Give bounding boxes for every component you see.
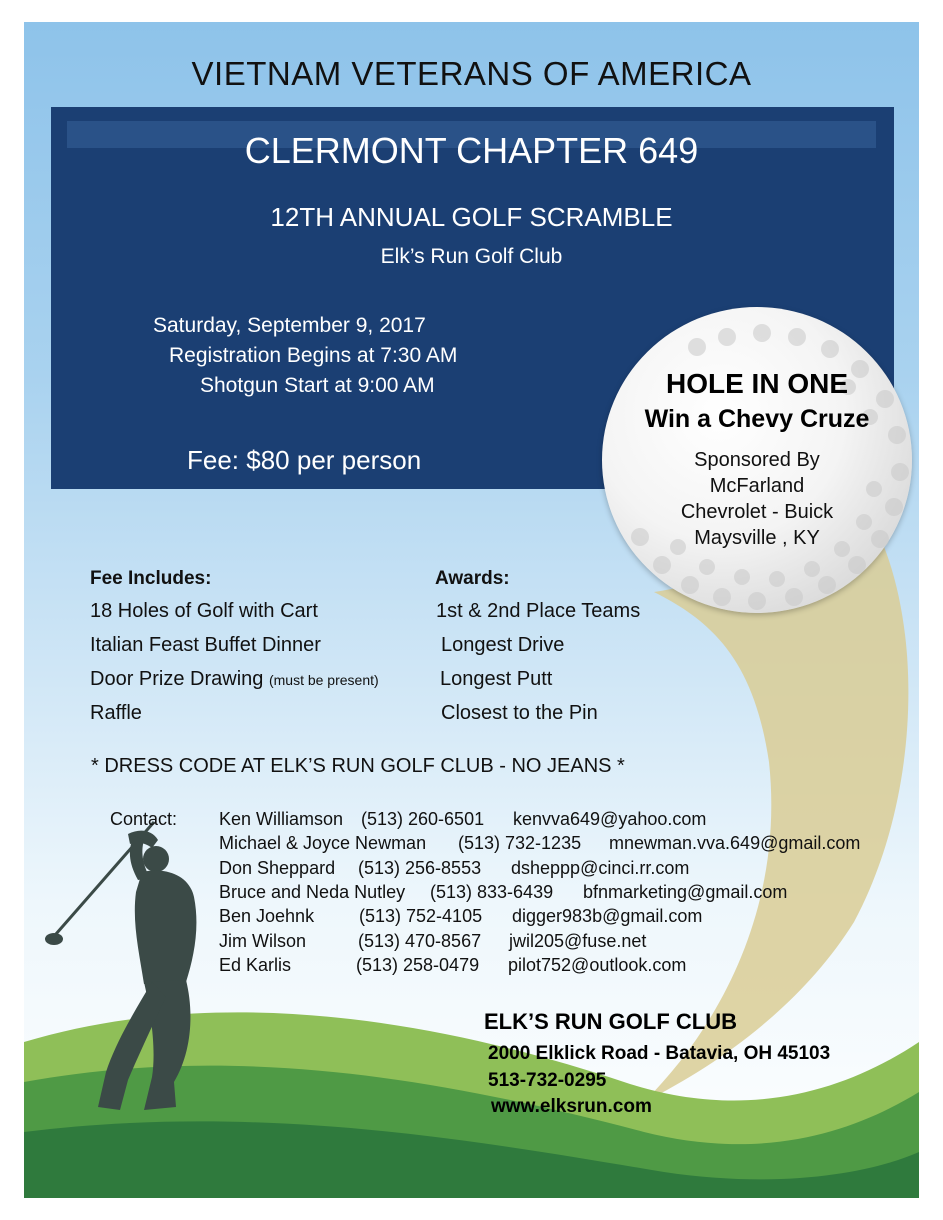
contact-name: Jim Wilson <box>219 931 307 951</box>
door-prize-label: Door Prize Drawing <box>90 668 264 690</box>
fee-includes-item: Italian Feast Buffet Dinner <box>90 634 321 656</box>
contact-phone: (513) 752-4105 <box>359 906 483 926</box>
award-item: Closest to the Pin <box>441 702 598 724</box>
contact-phone: (513) 470-8567 <box>358 931 482 951</box>
sponsor-line: Maysville , KY <box>694 527 820 549</box>
awards-heading: Awards: <box>435 568 510 589</box>
award-item: Longest Putt <box>440 668 553 690</box>
org-title: VIETNAM VETERANS OF AMERICA <box>191 55 752 92</box>
contact-name: Bruce and Neda Nutley <box>219 882 406 902</box>
chapter-title: CLERMONT CHAPTER 649 <box>244 130 699 171</box>
dress-code: * DRESS CODE AT ELK’S RUN GOLF CLUB - NO JEANS * <box>91 755 625 777</box>
contact-name: Ken Williamson <box>219 809 344 829</box>
contact-name: Ed Karlis <box>219 955 292 975</box>
award-item: Longest Drive <box>441 634 565 656</box>
fee-includes-item <box>90 668 379 691</box>
fee-text: Fee: $80 per person <box>187 445 422 475</box>
contact-phone: (513) 833-6439 <box>430 882 554 902</box>
contact-email: bfnmarketing@gmail.com <box>583 882 788 902</box>
door-prize-note: (must be present) <box>268 672 379 688</box>
sponsor-line: Sponsored By <box>694 449 820 471</box>
contact-email: digger983b@gmail.com <box>512 906 703 926</box>
sponsor-line: McFarland <box>709 475 805 497</box>
contact-phone: (513) 256-8553 <box>358 858 482 878</box>
hole-in-one-title: HOLE IN ONE <box>665 368 848 399</box>
contact-email: kenvva649@yahoo.com <box>513 809 707 829</box>
sponsor-line: Chevrolet - Buick <box>680 501 834 523</box>
venue-name: Elk’s Run Golf Club <box>380 245 563 268</box>
contact-email: jwil205@fuse.net <box>509 931 647 951</box>
fee-includes-heading: Fee Includes: <box>90 568 212 589</box>
contact-name: Michael & Joyce Newman <box>219 833 427 853</box>
contact-email: pilot752@outlook.com <box>508 955 687 975</box>
contact-email: dsheppp@cinci.rr.com <box>511 858 690 878</box>
club-address: 2000 Elklick Road - Batavia, OH 45103 <box>488 1043 831 1064</box>
contact-label: Contact: <box>110 809 178 829</box>
contact-email: mnewman.vva.649@gmail.com <box>609 833 861 853</box>
club-phone: 513-732-0295 <box>488 1070 607 1091</box>
club-website[interactable]: www.elksrun.com <box>491 1096 652 1117</box>
registration-time: Registration Begins at 7:30 AM <box>169 344 458 367</box>
event-title: 12TH ANNUAL GOLF SCRAMBLE <box>270 202 673 232</box>
shotgun-start-time: Shotgun Start at 9:00 AM <box>200 374 435 397</box>
contact-name: Don Sheppard <box>219 858 336 878</box>
contact-phone: (513) 258-0479 <box>356 955 480 975</box>
contact-name: Ben Joehnk <box>219 906 315 926</box>
award-item: 1st & 2nd Place Teams <box>436 600 641 622</box>
hole-in-one-prize: Win a Chevy Cruze <box>644 405 870 433</box>
contact-phone: (513) 732-1235 <box>458 833 582 853</box>
fee-includes-item: Raffle <box>90 702 142 724</box>
club-name: ELK’S RUN GOLF CLUB <box>484 1009 737 1034</box>
fee-includes-item: 18 Holes of Golf with Cart <box>90 600 318 622</box>
flyer <box>24 22 919 1198</box>
contact-phone: (513) 260-6501 <box>361 809 485 829</box>
event-date: Saturday, September 9, 2017 <box>153 314 426 337</box>
